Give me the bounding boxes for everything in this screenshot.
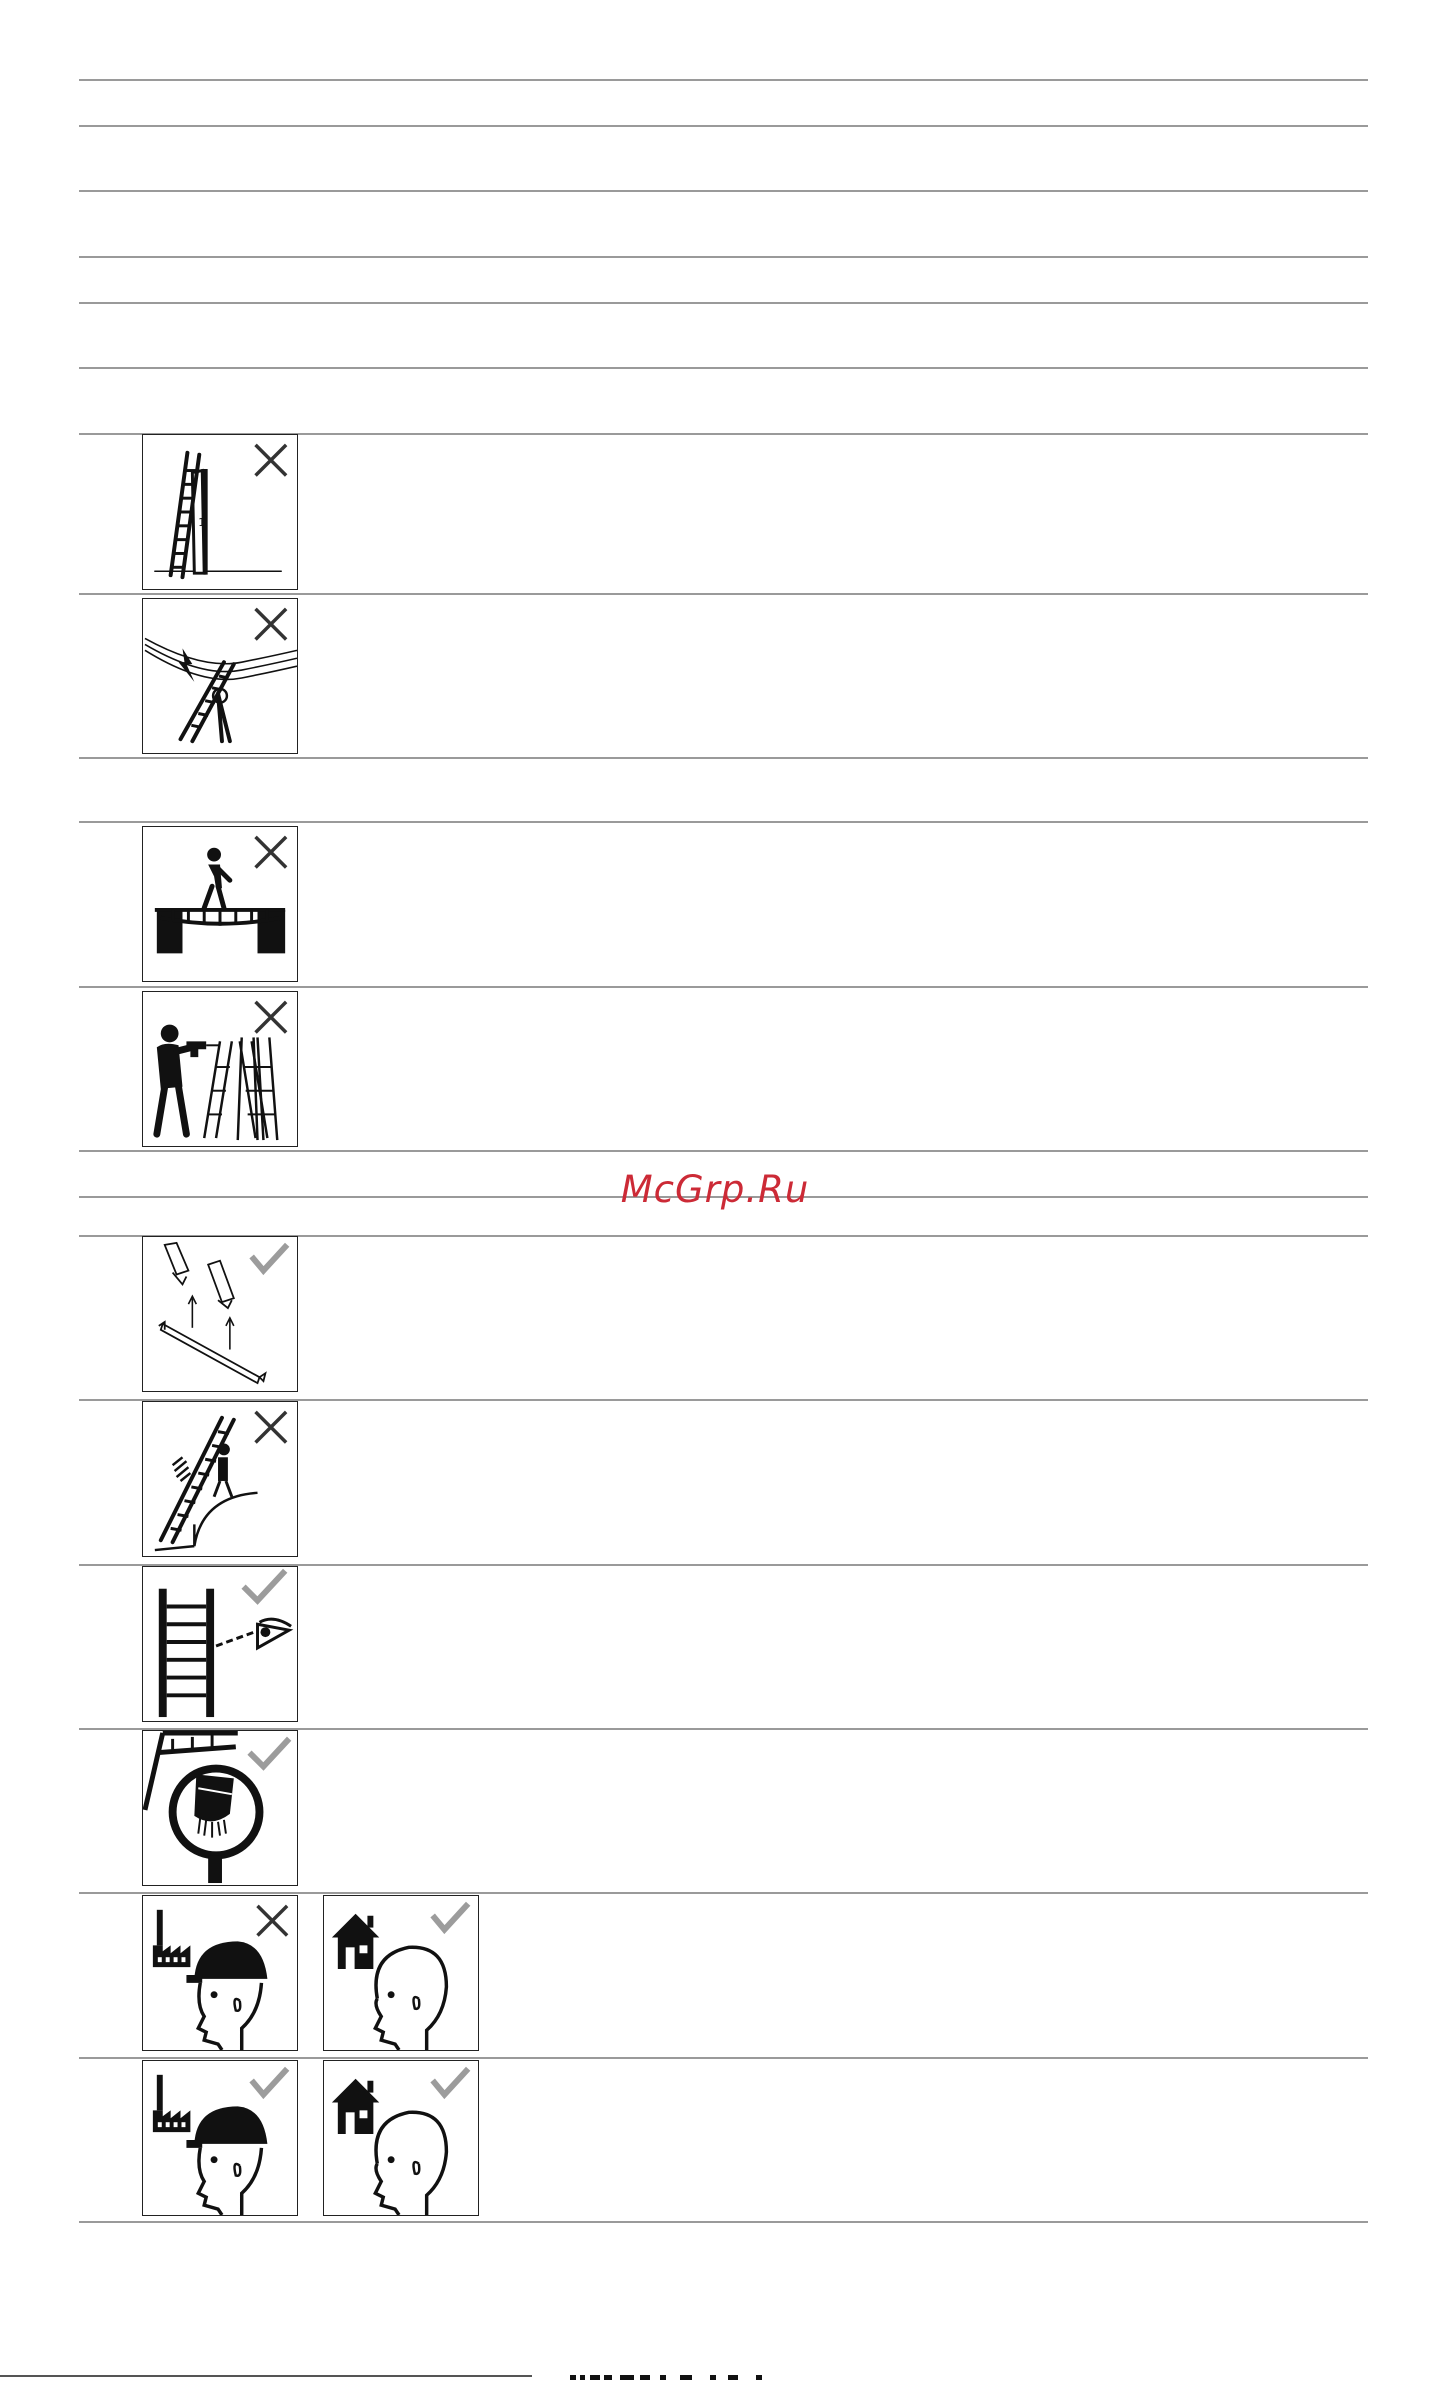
pictogram-domestic-use [323,1895,479,2051]
check-icon [254,1247,286,1271]
pictogram-inspect-ladder-feet [142,1730,298,1886]
cross-icon [256,445,287,476]
watermark-text: McGrp.Ru [620,1168,810,1211]
cross-icon [256,1002,287,1033]
divider-line [79,125,1368,127]
pictogram-power-tool-on-ladder [142,991,298,1147]
footer-rule [0,2375,532,2377]
cross-icon [256,609,287,640]
divider-line [79,256,1368,258]
divider-line [79,1150,1368,1152]
divider-line [79,986,1368,988]
pictogram-industrial-use [142,1895,298,2051]
door-number-label: 1 [198,515,206,529]
divider-line [79,593,1368,595]
check-icon [435,1906,467,1930]
divider-line [79,367,1368,369]
check-icon [254,2071,286,2095]
cross-icon [256,837,287,868]
check-icon [252,1741,288,1767]
divider-line [79,302,1368,304]
divider-line [79,757,1368,759]
footer-marks [570,2374,870,2380]
divider-line [79,2057,1368,2059]
pictogram-industrial-use [142,2060,298,2216]
divider-line [79,190,1368,192]
check-icon [246,1573,284,1601]
pictogram-ladder-near-power-lines [142,598,298,754]
pictogram-ladder-overreach-fall [142,1401,298,1557]
cross-icon [258,1906,288,1936]
pictogram-inspect-ladder-visually [142,1566,298,1722]
pictogram-ladder-against-door [142,434,298,590]
pictogram-attach-stabilizer-bar [142,1236,298,1392]
divider-line [79,2221,1368,2223]
check-icon [435,2071,467,2095]
pictogram-domestic-use [323,2060,479,2216]
pictogram-ladder-used-as-bridge [142,826,298,982]
divider-line [79,1892,1368,1894]
cross-icon [256,1412,287,1443]
divider-line [79,79,1368,81]
divider-line [79,821,1368,823]
